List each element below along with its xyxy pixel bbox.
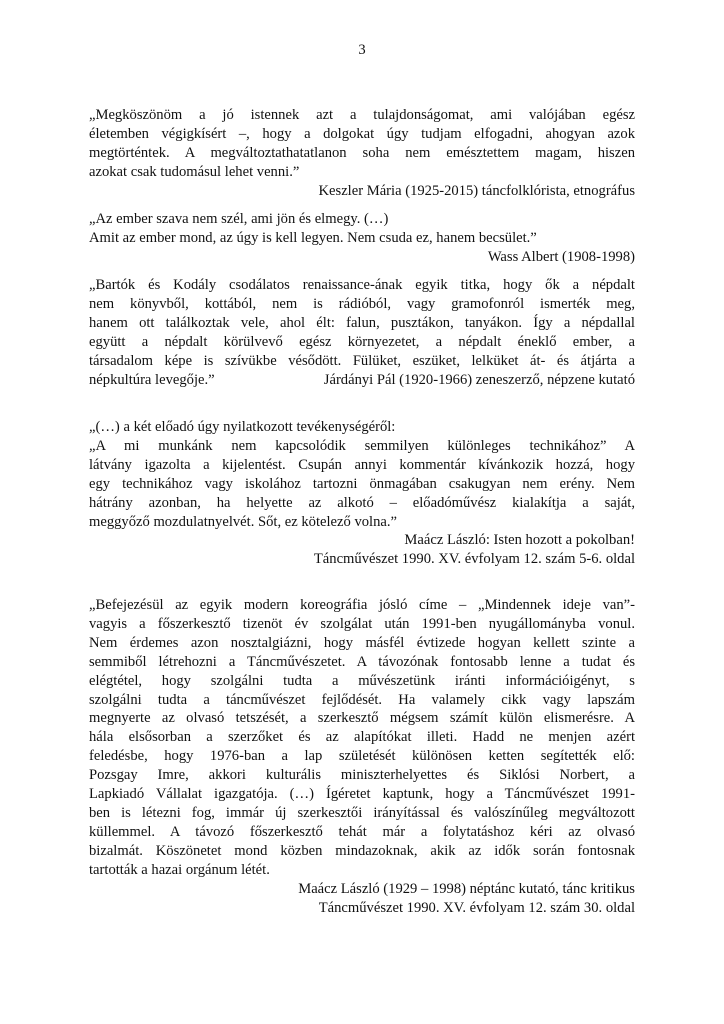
quote-line: hála elsősorban a szerzőket és az alapítókat illeti. Hadd ne menjen azért: [89, 729, 635, 746]
quote-line: ben is létezni fog, immár új szerkesztői irányítással és valószínűleg megváltozott: [89, 804, 635, 821]
quote-line: tartották a hazai orgánum létét.: [89, 861, 270, 878]
quote-source: Táncművészet 1990. XV. évfolyam 12. szám 30. oldal: [318, 899, 635, 916]
quote-line: meggyőző mozdulatnyelvét. Sőt, ez kötelező volna.”: [89, 513, 397, 530]
quote-attribution: Maácz László: Isten hozott a pokolban!: [404, 532, 635, 549]
quote-line: életemben végigkísért –, hogy a dolgokat úgy tudjam elfogadni, ahogyan azok: [89, 125, 635, 142]
quote-line: „Megköszönöm a jó istennek azt a tulajdonságomat, ami valójában egész: [89, 107, 635, 123]
quote-line: társadalom képe is szívükbe vésődött. Fülüket, eszüket, lelküket át- és átjárta a: [89, 352, 635, 369]
quote-keszler: [89, 106, 635, 201]
quote-attribution: Wass Albert (1908-1998): [487, 248, 635, 265]
quote-line: elégtétel, hogy szolgálni tudta a művészetünk iránti információigényt, s: [89, 672, 635, 689]
quote-line: Amit az ember mond, az úgy is kell legyen. Nem csuda ez, hanem becsület.”: [89, 229, 537, 246]
quote-attribution: Keszler Mária (1925-2015) táncfolklórista, etnográfus: [318, 182, 635, 199]
quote-line: Pozsgay Imre, akkori kulturális miniszterhelyettes és Siklósi Norbert, a: [89, 767, 635, 784]
page-number: 3: [358, 42, 366, 58]
quote-attribution: Maácz László (1929 – 1998) néptánc kutató, tánc kritikus: [298, 880, 635, 897]
quote-line: népkultúra levegője.”: [89, 371, 215, 388]
quote-line: Nem érdemes azon nosztalgiázni, hogy másfél évtizede hogyan kellett szinte a: [89, 634, 635, 651]
quote-wass: [89, 210, 635, 267]
quote-line: hátrány azonban, ha helyette az alkotó – előadóművész kialakítja a saját,: [89, 494, 635, 511]
quote-line: látvány igazolta a kijelentést. Csupán annyi kommentár kívánkozik hozzá, hogy: [89, 456, 635, 473]
quote-line: küllemmel. A távozó főszerkesztő tehát már a folytatáshoz kéri az olvasó: [89, 823, 635, 840]
quote-attribution: Járdányi Pál (1920-1966) zeneszerző, népzene kutató: [323, 371, 635, 388]
quote-line: „Befejezésül az egyik modern koreográfia jósló címe – „Mindennek ideje van”-: [89, 597, 635, 613]
quote-last-line: [89, 371, 635, 390]
quote-line: Lapkiadó Vállalat igazgatója. (…) Ígéretet kaptunk, hogy a Táncművészet 1991-: [89, 786, 635, 803]
quote-line: szolgálni tudta a táncművészet fejlődését. Ha valamely cikk vagy lapszám: [89, 691, 635, 708]
quote-maacz-2: [89, 596, 635, 917]
quote-line: feledésbe, hogy 1976-ban a lap születését különösen ketten segítették elő:: [89, 748, 635, 765]
quote-line: megtörténtek. A megváltoztathatatlanon soha nem emésztettem magam, hiszen: [89, 144, 635, 161]
quote-line: bizalmát. Köszönetet mond közben mindazoknak, akik az idők során fontosnak: [89, 842, 635, 859]
quote-line: „A mi munkánk nem kapcsolódik semmilyen különleges technikához” A: [89, 437, 635, 454]
quote-line: együtt a népdalt körülvevő egész környezetet, a népdalt éneklő ember, a: [89, 333, 635, 350]
quote-line: azokat csak tudomásul lehet venni.”: [89, 163, 300, 180]
quote-jardanyi: [89, 276, 635, 389]
quote-line: nem könyvből, kottából, nem is rádióból, vagy gramofonról ismerték meg,: [89, 295, 635, 312]
quote-maacz-1: [89, 418, 635, 569]
quote-line: „Bartók és Kodály csodálatos renaissance-ának egyik titka, hogy ők a népdalt: [89, 277, 635, 293]
quote-line: egy technikához vagy iskolához tartozni önmagában csakugyan nem erény. Nem: [89, 475, 635, 492]
quote-line: semmiből létrehozni a Táncművészetet. A távozónak fontosabb lenne a tudat és: [89, 653, 635, 670]
quote-line: vagyis a főszerkesztő tizenöt év szolgálat után 1991-ben nyugállományba vonul.: [89, 615, 635, 632]
quote-line: „Az ember szava nem szél, ami jön és elmegy. (…): [89, 211, 389, 227]
quote-line: hanem ott találkoztak vele, ahol élt: falun, pusztákon, tanyákon. Így a népdallal: [89, 314, 635, 331]
quote-line: „(…) a két előadó úgy nyilatkozott tevékenységéről:: [89, 419, 396, 435]
quote-line: megnyerte az olvasó tetszését, a szerkesztő mégsem számít külön elismerésre. A: [89, 710, 635, 727]
quote-source: Táncművészet 1990. XV. évfolyam 12. szám 5-6. oldal: [313, 551, 635, 568]
